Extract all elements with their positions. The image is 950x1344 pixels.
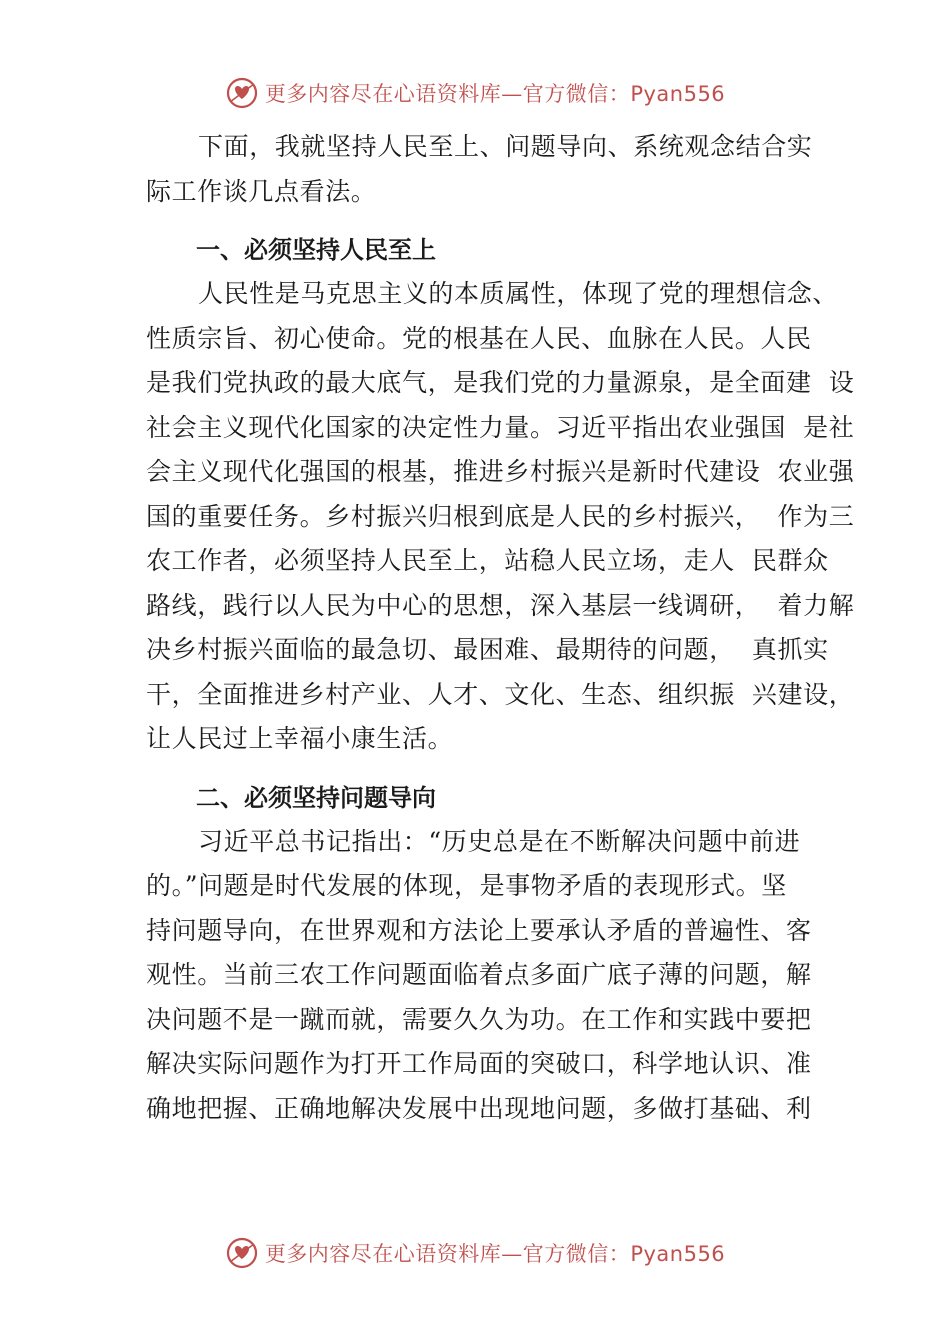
intro-line-1: 下面，我就坚持人民至上、问题导向、系统观念结合实 (198, 132, 813, 161)
section-2-line: 习近平总书记指出：“历史总是在不断解决问题中前进 (198, 826, 801, 856)
banner-text (265, 78, 725, 108)
section-2-heading: 二、必须坚持问题导向 (196, 783, 436, 812)
section-2-line: 持问题导向，在世界观和方法论上要承认矛盾的普遍性、客 (146, 915, 812, 945)
section-1-line: 干，全面推进乡村产业、人才、文化、生态、组织振 兴建设， (146, 679, 855, 709)
document-body (146, 125, 855, 1131)
banner-main-text: 更多内容尽在心语资料库—官方微信： (264, 1242, 631, 1266)
banner-main-text: 更多内容尽在心语资料库—官方微信： (264, 82, 631, 106)
section-2-line: 决问题不是一蹴而就，需要久久为功。在工作和实践中要把 (146, 1004, 812, 1034)
section-1-line: 是我们党执政的最大底气，是我们党的力量源泉，是全面建 设 (146, 368, 855, 397)
footer-banner (0, 1230, 950, 1276)
heart-seal-logo-icon (225, 1236, 259, 1270)
section-1-line: 决乡村振兴面临的最急切、最困难、最期待的问题， 真抓实 (146, 635, 829, 664)
section-1-line: 人民性是马克思主义的本质属性，体现了党的理想信念、 (198, 279, 839, 308)
section-1-line: 性质宗旨、初心使命。党的根基在人民、血脉在人民。人民 (146, 323, 812, 353)
section-2-line: 解决实际问题作为打开工作局面的突破口，科学地认识、准 (146, 1049, 812, 1078)
section-1-line: 路线，践行以人民为中心的思想，深入基层一线调研， 着力解 (146, 590, 855, 620)
banner-text (265, 1238, 725, 1268)
section-1-heading: 一、必须坚持人民至上 (196, 236, 436, 264)
section-1-line: 让人民过上幸福小康生活。 (146, 724, 454, 753)
intro-line-2: 际工作谈几点看法。 (146, 176, 377, 206)
section-1-line: 农工作者，必须坚持人民至上，站稳人民立场，走人 民群众 (146, 546, 829, 575)
header-banner (0, 70, 950, 116)
section-2-line: 确地把握、正确地解决发展中出现地问题，多做打基础、利 (146, 1093, 812, 1123)
section-2-line: 观性。当前三农工作问题面临着点多面广底子薄的问题，解 (146, 960, 812, 989)
section-1-line: 国的重要任务。乡村振兴归根到底是人民的乡村振兴， 作为三 (146, 501, 855, 531)
wechat-id: Pyan556 (630, 1242, 726, 1266)
heart-seal-logo-icon (225, 76, 259, 110)
wechat-id: Pyan556 (630, 82, 726, 106)
section-1-line: 会主义现代化强国的根基，推进乡村振兴是新时代建设 农业强 (146, 457, 855, 486)
section-2-line: 的。”问题是时代发展的体现，是事物矛盾的表现形式。坚 (146, 871, 787, 900)
section-1-line: 社会主义现代化国家的决定性力量。习近平指出农业强国 是社 (146, 412, 855, 442)
